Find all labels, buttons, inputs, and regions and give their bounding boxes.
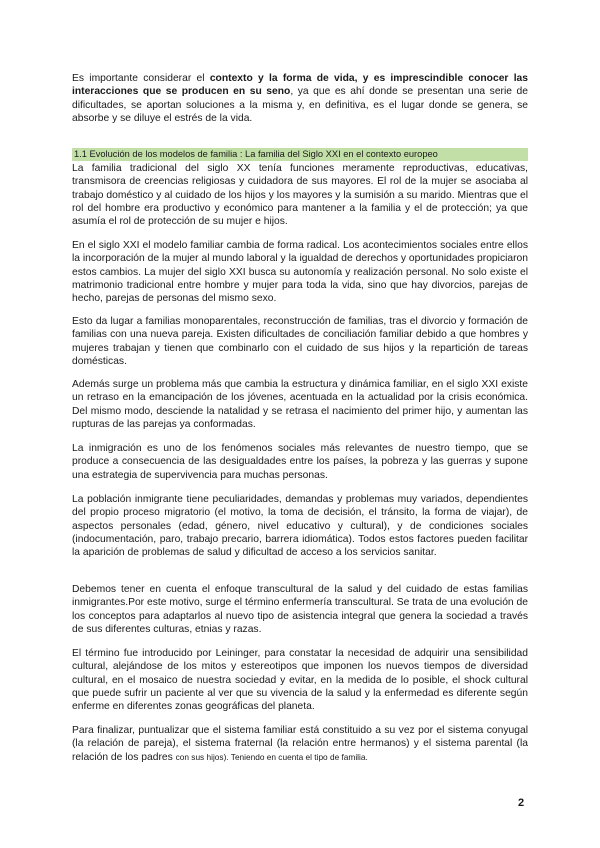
paragraph-traditional-family: La familia tradicional del siglo XX tenía funciones meramente reproductivas, educativas, transmisora de creencias religiosas y cuidadora de sus mayores. El rol de la mujer se asociaba al trabajo doméstico y al cuidado de los hijos y los mayores y la sumisión a su marido. Mientras que el rol del hombre era productivo y económico para mantener a la familia y el de protección; ya que asumía el rol de protección de su mujer e hijos. — [72, 163, 528, 228]
paragraph-transcultural-approach: Debemos tener en cuenta el enfoque transcultural de la salud y del cuidado de estas familias inmigrantes.Por este motivo, surge el término enfermería transcultural. Se trata de una evolución de los conceptos para adaptarlos al nuevo tipo de asistencia integral que genera la sociedad a través de sus diferentes culturas, etnias y razas. — [72, 584, 528, 635]
paragraph-immigrant-population: La población inmigrante tiene peculiaridades, demandas y problemas muy variados, dependientes del propio proceso migratorio (el motivo, la toma de decisión, el tránsito, la forma de viajar), de aspectos personales (edad, género, nivel educativo y cultural), y de condiciones sociales (indocumentación, paro, trabajo precario, barrera idiomática). Todos estos factores pueden facilitar la aparición de problemas de salud y dificultad de acceso a los servicios sanitar. — [72, 494, 528, 559]
conclusion-small-text: con sus hijos). Teniendo en cuenta el tipo de familia. — [175, 751, 368, 762]
conclusion-text: Para finalizar, puntualizar que el sistema familiar está constituido a su vez por el sistema conyugal (la relación de pareja), el sistema fraternal (la relación entre hermanos) y el sistema parental (la relación de los padres — [72, 725, 528, 763]
intro-text-end: , ya que es ahí donde se presentan una serie de dificultades, se aportan soluciones a la misma y, en definitiva, es el lugar donde se genera, se absorbe y se diluye el estrés de la vida. — [72, 86, 528, 124]
section-heading: 1.1 Evolución de los modelos de familia : La familia del Siglo XXI en el contexto europeo — [72, 148, 528, 161]
page-number: 2 — [518, 797, 525, 809]
paragraph-emancipation: Además surge un problema más que cambia la estructura y dinámica familiar, en el siglo XXI existe un retraso en la emancipación de los jóvenes, acentuada en la actualidad por la crisis económica. Del mismo modo, desciende la natalidad y se retrasa el nacimiento del primer hijo, y aumentan las rupturas de las parejas ya conformadas. — [72, 379, 528, 430]
paragraph-leininger: El término fue introducido por Leininger, para constatar la necesidad de adquirir una sensibilidad cultural, alejándose de los mitos y estereotipos que imponen los nuevos tiempos de diversidad cultural, en el mosaico de nuestra sociedad y evitar, en la medida de lo posible, el shock cultural que puede sufrir un paciente al ver que su vivencia de la salud y la enfermedad es diferente según enferme en diferentes zonas geográficas del planeta. — [72, 648, 528, 713]
intro-bold-text: contexto y la forma de vida, y es imprescindible conocer las interacciones que se producen en su seno — [72, 73, 529, 98]
paragraph-conclusion — [72, 724, 528, 764]
paragraph-family-types: Esto da lugar a familias monoparentales, reconstrucción de familias, tras el divorcio y formación de familias con una nueva pareja. Existen dificultades de conciliación familiar debido a que hombres y mujeres trabajan y tienen que combinarlo con el cuidado de sus hijos y la repartición de tareas domésticas. — [72, 316, 528, 367]
intro-text-start: Es importante considerar el — [72, 73, 210, 84]
paragraph-immigration: La inmigración es uno de los fenómenos sociales más relevantes de nuestro tiempo, que se produce a consecuencia de las desigualdades entre los países, la pobreza y las guerras y supone una estrategia de supervivencia para muchas personas. — [72, 443, 528, 481]
intro-paragraph — [72, 72, 528, 125]
paragraph-21st-century-model: En el siglo XXI el modelo familiar cambia de forma radical. Los acontecimientos sociales entre ellos la incorporación de la mujer al mundo laboral y la igualdad de derechos y oportunidades propiciaron estos cambios. La mujer del siglo XXI busca su autonomía y realización personal. No solo existe el matrimonio tradicional entre hombre y mujer para toda la vida, sino que hay divorcios, parejas de hecho, parejas de personas del mismo sexo. — [72, 240, 528, 305]
